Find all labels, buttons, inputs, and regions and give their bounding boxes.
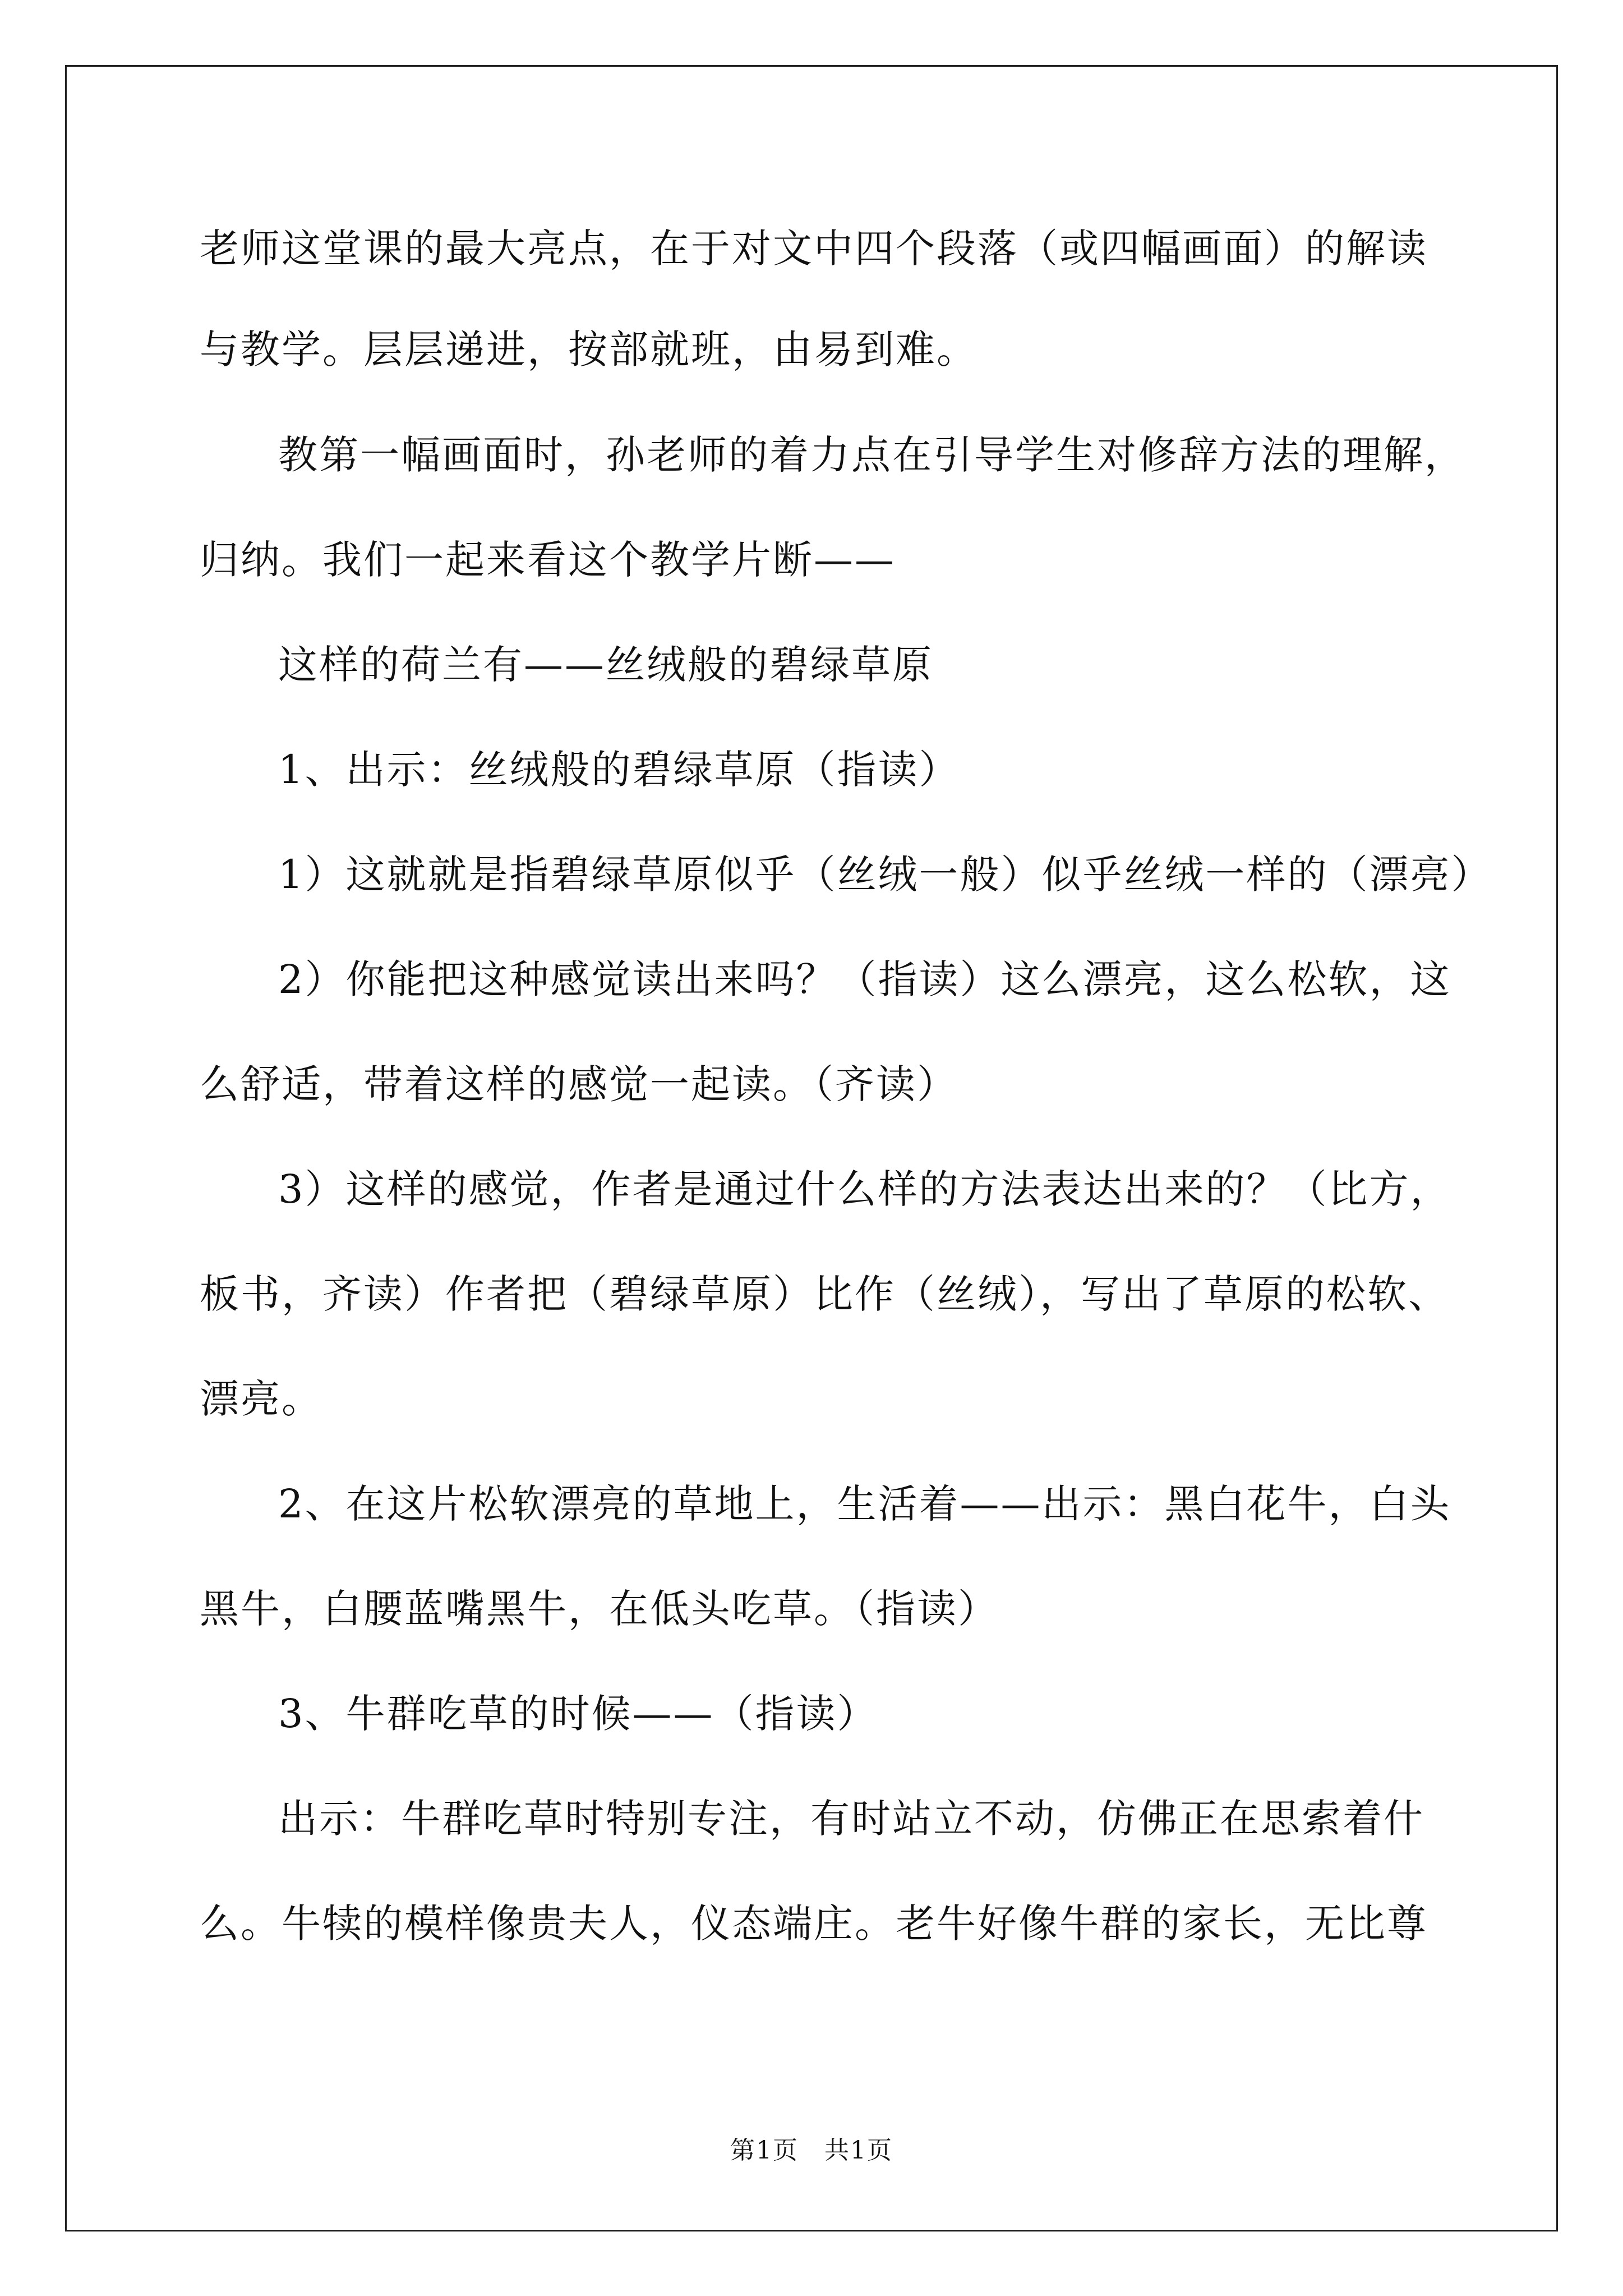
text-line: 漂亮。 [200, 1376, 322, 1422]
text-line: 么。牛犊的模样像贵夫人，仪态端庄。老牛好像牛群的家长，无比尊 [200, 1901, 1428, 1947]
text-line: 1、出示：丝绒般的碧绿草原（指读） [278, 747, 960, 793]
text-line: 2）你能把这种感觉读出来吗？（指读）这么漂亮，这么松软，这 [278, 956, 1451, 1002]
text-line: 1）这就就是指碧绿草原似乎（丝绒一般）似乎丝绒一样的（漂亮） [278, 852, 1492, 898]
text-line: 么舒适，带着这样的感觉一起读。（齐读） [200, 1061, 958, 1107]
text-line: 3、牛群吃草的时候——（指读） [278, 1691, 878, 1737]
text-line: 与教学。层层递进，按部就班，由易到难。 [200, 326, 978, 372]
text-line: 归纳。我们一起来看这个教学片断—— [200, 537, 896, 583]
text-line: 板书，齐读）作者把（碧绿草原）比作（丝绒），写出了草原的松软、 [200, 1271, 1449, 1317]
text-line: 3）这样的感觉，作者是通过什么样的方法表达出来的？（比方， [278, 1166, 1451, 1212]
text-line: 老师这堂课的最大亮点，在于对文中四个段落（或四幅画面）的解读 [200, 226, 1428, 272]
text-line: 出示：牛群吃草时特别专注，有时站立不动，仿佛正在思索着什 [278, 1796, 1424, 1842]
text-line: 教第一幅画面时，孙老师的着力点在引导学生对修辞方法的理解， [278, 432, 1465, 478]
text-line: 2、在这片松软漂亮的草地上，生活着——出示：黑白花牛，白头 [278, 1481, 1451, 1527]
text-line: 黑牛，白腰蓝嘴黑牛，在低头吃草。（指读） [200, 1586, 999, 1632]
page-number-footer: 第1页 共1页 [730, 2136, 893, 2165]
text-line: 这样的荷兰有——丝绒般的碧绿草原 [278, 642, 933, 688]
